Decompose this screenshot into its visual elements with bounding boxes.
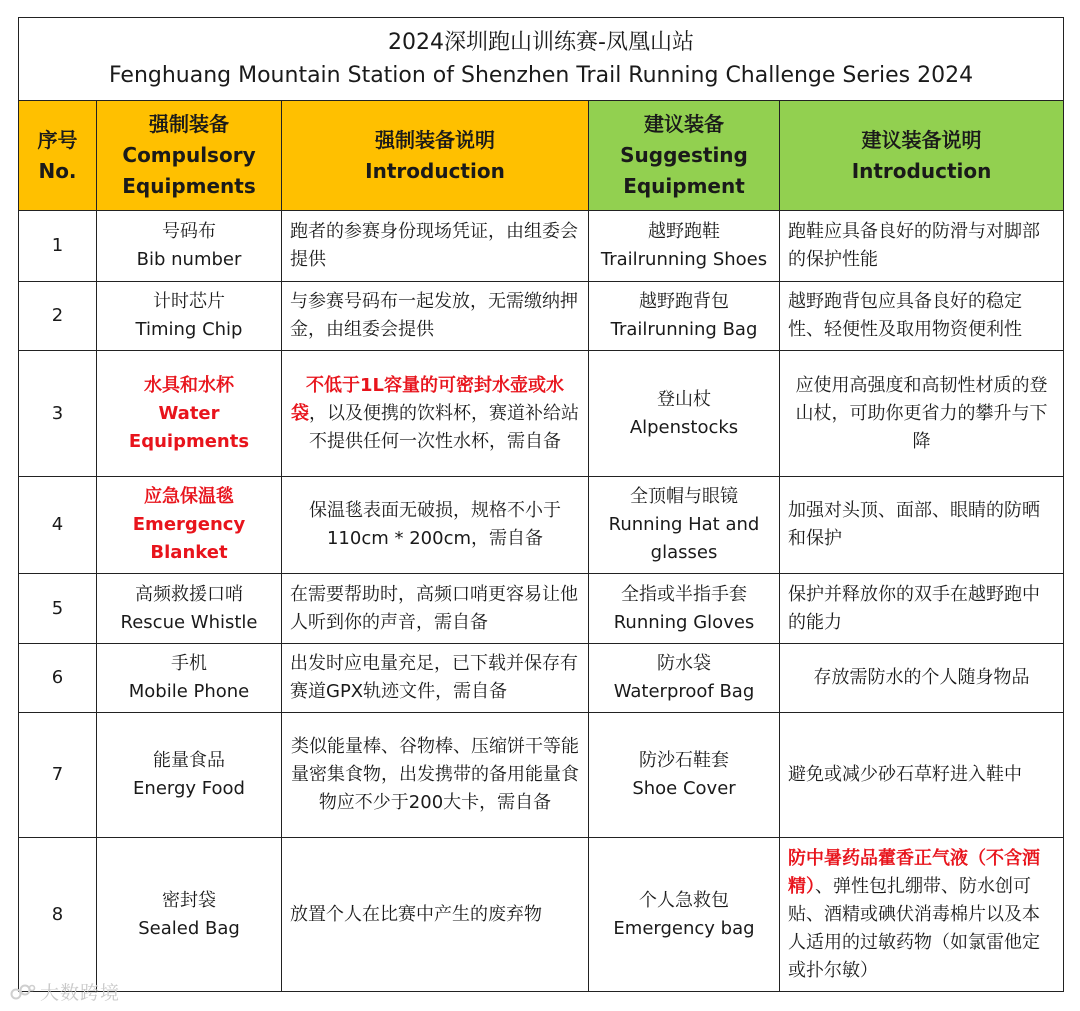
compulsory-item bbox=[97, 713, 282, 838]
header-compulsory-intro-cn: 强制装备说明 bbox=[375, 127, 495, 152]
row-number: 4 bbox=[19, 477, 97, 574]
watermark bbox=[10, 978, 120, 1005]
compulsory-description bbox=[282, 477, 589, 574]
compulsory-item-en: Water Equipments bbox=[128, 402, 250, 452]
table-row bbox=[19, 838, 1064, 992]
compulsory-description bbox=[282, 211, 589, 282]
compulsory-description bbox=[282, 574, 589, 644]
compulsory-item-en: Timing Chip bbox=[135, 319, 243, 340]
compulsory-description-text: 在需要帮助时，高频口哨更容易让他人听到你的声音，需自备 bbox=[290, 583, 578, 633]
compulsory-item-cn: 手机 bbox=[171, 653, 207, 674]
compulsory-description-text: 与参赛号码布一起发放，无需缴纳押金，由组委会提供 bbox=[290, 291, 578, 340]
compulsory-description-text: ，以及便携的饮料杯，赛道补给站不提供任何一次性水杯，需自备 bbox=[309, 402, 579, 452]
suggesting-item bbox=[589, 477, 780, 574]
equipment-table-wrapper bbox=[18, 17, 1063, 992]
suggesting-description bbox=[780, 477, 1064, 574]
suggesting-description-text: 跑鞋应具备良好的防滑与对脚部的保护性能 bbox=[788, 221, 1040, 270]
compulsory-item bbox=[97, 574, 282, 644]
compulsory-item-cn: 水具和水杯 bbox=[144, 374, 234, 396]
header-suggesting-en-1: Suggesting bbox=[620, 143, 748, 167]
suggesting-item-cn: 个人急救包 bbox=[639, 889, 729, 911]
table-row bbox=[19, 574, 1064, 644]
compulsory-description-text: 保温毯表面无破损，规格不小于110cm * 200cm，需自备 bbox=[309, 500, 561, 549]
row-number: 1 bbox=[19, 211, 97, 282]
suggesting-item bbox=[589, 644, 780, 713]
suggesting-item bbox=[589, 838, 780, 992]
suggesting-description-text: 存放需防水的个人随身物品 bbox=[813, 667, 1030, 688]
header-no-en: No. bbox=[38, 158, 77, 183]
row-number: 8 bbox=[19, 838, 97, 992]
row-number: 3 bbox=[19, 351, 97, 477]
suggesting-item-cn: 越野跑鞋 bbox=[648, 221, 720, 242]
suggesting-description-text: 保护并释放你的双手在越野跑中的能力 bbox=[788, 583, 1040, 633]
compulsory-description bbox=[282, 838, 589, 992]
compulsory-item-en: Sealed Bag bbox=[138, 917, 240, 939]
header-suggesting-intro-cn: 建议装备说明 bbox=[861, 127, 982, 152]
suggesting-item bbox=[589, 211, 780, 282]
header-compulsory-en-2: Equipments bbox=[122, 174, 256, 198]
compulsory-item-cn: 能量食品 bbox=[153, 750, 225, 771]
compulsory-item bbox=[97, 211, 282, 282]
suggesting-item bbox=[589, 574, 780, 644]
suggesting-item-en: Shoe Cover bbox=[632, 778, 736, 799]
compulsory-description-text: 跑者的参赛身份现场凭证，由组委会提供 bbox=[290, 221, 578, 270]
suggesting-item-cn: 登山杖 bbox=[657, 388, 711, 410]
suggesting-item-en: Running Gloves bbox=[613, 611, 755, 633]
title-chinese: 2024深圳跑山训练赛-凤凰山站 bbox=[388, 30, 694, 55]
title-english: Fenghuang Mountain Station of Shenzhen Trail Running Challenge Series 2024 bbox=[108, 63, 974, 88]
suggesting-item-en: Trailrunning Shoes bbox=[600, 249, 768, 270]
table-row bbox=[19, 282, 1064, 351]
compulsory-item-en: Mobile Phone bbox=[128, 681, 250, 702]
suggesting-description bbox=[780, 211, 1064, 282]
table-row bbox=[19, 211, 1064, 282]
suggesting-item-en: Waterproof Bag bbox=[613, 681, 755, 702]
compulsory-description bbox=[282, 644, 589, 713]
suggesting-item bbox=[589, 713, 780, 838]
watermark-text: 大数跨境 bbox=[40, 982, 121, 1004]
compulsory-description-text: 出发时应电量充足，已下载并保存有赛道GPX轨迹文件，需自备 bbox=[290, 653, 578, 702]
header-compulsory-cn: 强制装备 bbox=[149, 112, 229, 136]
header-compulsory-intro-en: Introduction bbox=[365, 158, 505, 183]
title-row bbox=[19, 18, 1064, 101]
compulsory-item-en: Emergency Blanket bbox=[132, 514, 246, 563]
suggesting-item bbox=[589, 351, 780, 477]
suggesting-description bbox=[780, 282, 1064, 351]
row-number: 2 bbox=[19, 282, 97, 351]
watermark-logo-icon bbox=[10, 983, 36, 1001]
compulsory-description bbox=[282, 351, 589, 477]
compulsory-description-text: 类似能量棒、谷物棒、压缩饼干等能量密集食物，出发携带的备用能量食物应不少于200大卡，需自备 bbox=[291, 736, 579, 813]
suggesting-description bbox=[780, 351, 1064, 477]
suggesting-description-text: 越野跑背包应具备良好的稳定性、轻便性及取用物资便利性 bbox=[788, 291, 1022, 340]
header-compulsory-en-1: Compulsory bbox=[122, 143, 256, 167]
compulsory-item bbox=[97, 282, 282, 351]
header-suggesting-intro bbox=[780, 101, 1064, 211]
suggesting-item-cn: 全指或半指手套 bbox=[621, 583, 747, 605]
table-row bbox=[19, 713, 1064, 838]
compulsory-description bbox=[282, 713, 589, 838]
suggesting-description-text: 避免或减少砂石草籽进入鞋中 bbox=[788, 764, 1022, 785]
suggesting-item-en: Trailrunning Bag bbox=[610, 319, 758, 340]
suggesting-description-text: 加强对头顶、面部、眼睛的防晒和保护 bbox=[788, 500, 1040, 549]
suggesting-item-cn: 防水袋 bbox=[657, 653, 711, 674]
compulsory-description bbox=[282, 282, 589, 351]
table-row bbox=[19, 477, 1064, 574]
suggesting-item-cn: 防沙石鞋套 bbox=[639, 750, 729, 771]
header-suggesting-intro-en: Introduction bbox=[851, 158, 992, 183]
table-title bbox=[19, 18, 1064, 101]
compulsory-item bbox=[97, 838, 282, 992]
suggesting-item bbox=[589, 282, 780, 351]
header-no bbox=[19, 101, 97, 211]
suggesting-description-text: 、弹性包扎绷带、防水创可贴、酒精或碘伏消毒棉片以及本人适用的过敏药物（如氯雷他定或扑尔敏） bbox=[788, 875, 1040, 981]
row-number: 6 bbox=[19, 644, 97, 713]
row-number: 5 bbox=[19, 574, 97, 644]
suggesting-item-en: Emergency bag bbox=[613, 917, 755, 939]
compulsory-item-cn: 号码布 bbox=[162, 221, 216, 242]
compulsory-item bbox=[97, 351, 282, 477]
compulsory-item-cn: 计时芯片 bbox=[153, 291, 225, 312]
compulsory-item-cn: 密封袋 bbox=[162, 889, 216, 911]
suggesting-description-highlight: 防中暑药品藿香正气液（不含酒精） bbox=[788, 847, 1040, 897]
compulsory-item bbox=[97, 644, 282, 713]
header-suggesting-cn: 建议装备 bbox=[644, 112, 724, 136]
suggesting-description-text: 应使用高强度和高韧性材质的登山杖，可助你更省力的攀升与下降 bbox=[795, 374, 1048, 452]
compulsory-item bbox=[97, 477, 282, 574]
equipment-table bbox=[18, 17, 1064, 992]
suggesting-item-cn: 越野跑背包 bbox=[639, 291, 729, 312]
row-number: 7 bbox=[19, 713, 97, 838]
suggesting-description bbox=[780, 713, 1064, 838]
header-compulsory bbox=[97, 101, 282, 211]
compulsory-item-cn: 应急保温毯 bbox=[144, 486, 234, 507]
compulsory-item-cn: 高频救援口哨 bbox=[135, 583, 243, 605]
suggesting-description bbox=[780, 838, 1064, 992]
compulsory-description-highlight: 不低于1L容量的可密封水壶或水袋 bbox=[291, 374, 564, 424]
compulsory-item-en: Bib number bbox=[136, 249, 242, 270]
compulsory-item-en: Rescue Whistle bbox=[120, 611, 258, 633]
header-no-cn: 序号 bbox=[37, 127, 78, 152]
suggesting-item-en: Running Hat and glasses bbox=[608, 514, 760, 563]
table-row bbox=[19, 351, 1064, 477]
suggesting-item-en: Alpenstocks bbox=[629, 416, 739, 438]
suggesting-item-cn: 全顶帽与眼镜 bbox=[630, 486, 738, 507]
table-row bbox=[19, 644, 1064, 713]
header-compulsory-intro bbox=[282, 101, 589, 211]
suggesting-description bbox=[780, 574, 1064, 644]
header-suggesting bbox=[589, 101, 780, 211]
suggesting-description bbox=[780, 644, 1064, 713]
header-suggesting-en-2: Equipment bbox=[623, 174, 745, 198]
compulsory-description-text: 放置个人在比赛中产生的废弃物 bbox=[290, 903, 542, 925]
header-row bbox=[19, 101, 1064, 211]
compulsory-item-en: Energy Food bbox=[133, 778, 245, 799]
